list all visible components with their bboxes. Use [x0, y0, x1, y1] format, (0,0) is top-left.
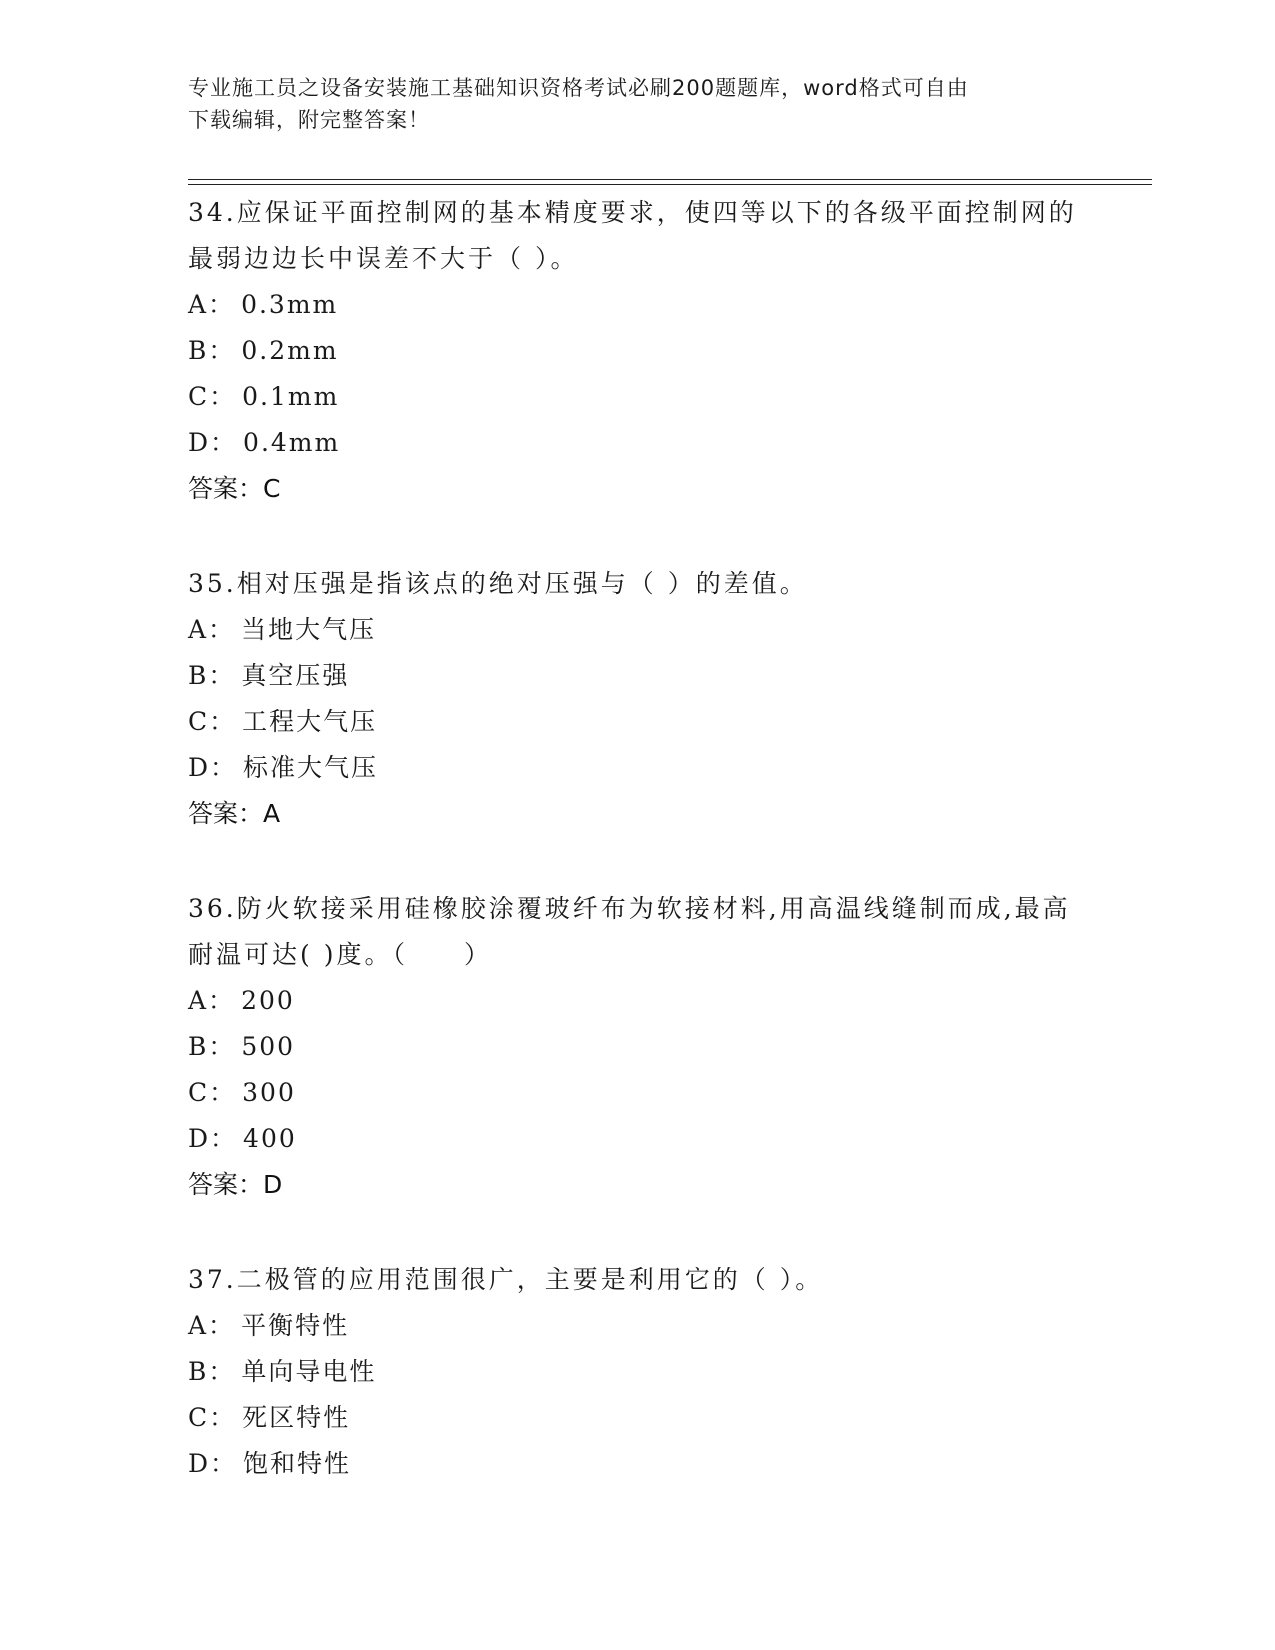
- option-key: D：: [188, 1449, 238, 1478]
- question-35: [188, 561, 1088, 837]
- option-d: [188, 1441, 1088, 1487]
- option-key: A：: [188, 1311, 236, 1340]
- option-key: B：: [188, 661, 236, 690]
- option-text: 0.3mm: [241, 290, 339, 319]
- option-text: 单向导电性: [241, 1357, 377, 1386]
- option-a: [188, 607, 1088, 653]
- option-a: [188, 978, 1088, 1024]
- option-b: [188, 1349, 1088, 1395]
- header-line-2: 下载编辑，附完整答案！: [188, 108, 430, 132]
- option-key: C：: [188, 707, 237, 736]
- option-d: [188, 1116, 1088, 1162]
- option-text: 400: [243, 1124, 297, 1153]
- option-text: 饱和特性: [243, 1449, 352, 1478]
- answer-line: 答案：A: [188, 799, 281, 828]
- option-key: D：: [188, 428, 238, 457]
- option-text: 0.4mm: [243, 428, 341, 457]
- question-34: [188, 190, 1088, 512]
- option-key: A：: [188, 290, 236, 319]
- option-b: [188, 653, 1088, 699]
- question-stem: 36.防火软接采用硅橡胶涂覆玻纤布为软接材料,用高温线缝制而成,最高耐温可达( )度。（ ）: [188, 894, 1071, 969]
- option-a: [188, 282, 1088, 328]
- option-text: 标准大气压: [243, 753, 379, 782]
- option-text: 300: [242, 1078, 296, 1107]
- header-divider-top: [188, 179, 1152, 180]
- question-stem: 34.应保证平面控制网的基本精度要求，使四等以下的各级平面控制网的最弱边边长中误差不大于（ ）。: [188, 198, 1077, 273]
- question-37: [188, 1257, 1088, 1487]
- option-c: [188, 699, 1088, 745]
- option-key: B：: [188, 1357, 236, 1386]
- option-text: 200: [241, 986, 295, 1015]
- option-text: 真空压强: [241, 661, 350, 690]
- option-c: [188, 374, 1088, 420]
- question-stem: 37.二极管的应用范围很广，主要是利用它的（ ）。: [188, 1265, 824, 1294]
- header-divider-bottom: [188, 184, 1152, 185]
- option-text: 平衡特性: [241, 1311, 350, 1340]
- question-list: [188, 190, 1088, 1536]
- option-key: C：: [188, 382, 237, 411]
- question-36: [188, 886, 1088, 1208]
- option-key: B：: [188, 336, 236, 365]
- option-b: [188, 1024, 1088, 1070]
- header-line-1: 专业施工员之设备安装施工基础知识资格考试必刷200题题库，word格式可自由: [188, 76, 969, 100]
- option-text: 0.2mm: [241, 336, 339, 365]
- option-text: 工程大气压: [242, 707, 378, 736]
- option-key: A：: [188, 615, 236, 644]
- option-key: A：: [188, 986, 236, 1015]
- option-c: [188, 1070, 1088, 1116]
- document-header: [188, 72, 1088, 136]
- option-a: [188, 1303, 1088, 1349]
- option-text: 0.1mm: [242, 382, 340, 411]
- option-text: 当地大气压: [241, 615, 377, 644]
- answer-line: 答案：D: [188, 1170, 283, 1199]
- option-text: 500: [241, 1032, 296, 1061]
- option-key: C：: [188, 1403, 237, 1432]
- option-key: C：: [188, 1078, 237, 1107]
- option-text: 死区特性: [242, 1403, 351, 1432]
- option-key: B：: [188, 1032, 236, 1061]
- option-b: [188, 328, 1088, 374]
- option-key: D：: [188, 1124, 238, 1153]
- question-stem: 35.相对压强是指该点的绝对压强与（ ）的差值。: [188, 569, 808, 598]
- option-c: [188, 1395, 1088, 1441]
- option-d: [188, 420, 1088, 466]
- option-key: D：: [188, 753, 238, 782]
- option-d: [188, 745, 1088, 791]
- answer-line: 答案：C: [188, 474, 281, 503]
